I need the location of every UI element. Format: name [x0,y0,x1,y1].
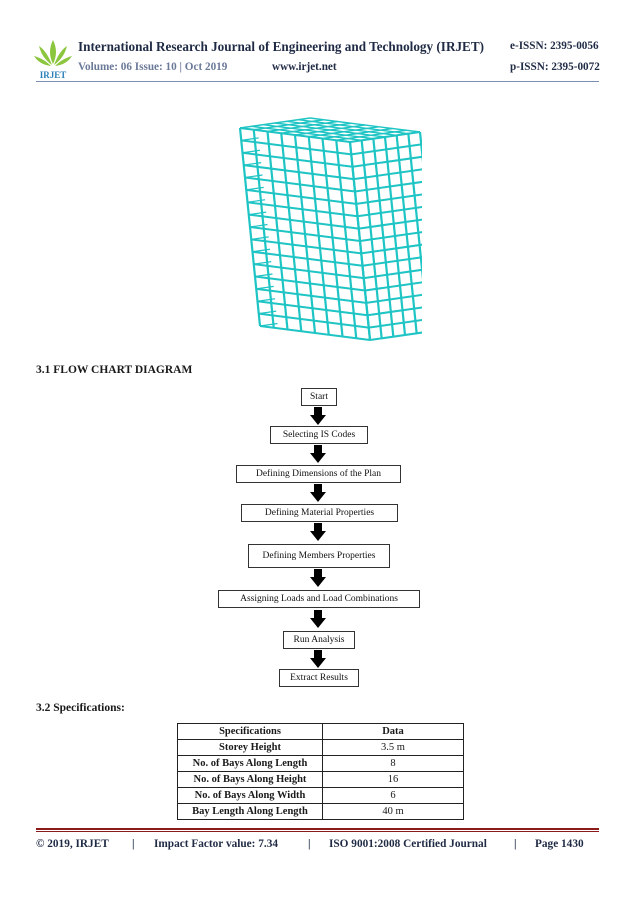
irjet-logo [33,38,73,80]
p-issn: p-ISSN: 2395-0072 [510,61,600,73]
flow-arrow [310,523,326,541]
table-cell-label: Bay Length Along Length [178,804,323,820]
flow-step-dimensions: Defining Dimensions of the Plan [236,465,401,483]
footer-iso: ISO 9001:2008 Certified Journal [329,838,487,850]
flow-step-start: Start [301,388,337,406]
table-cell-value: 8 [323,756,464,772]
table-cell-value: 16 [323,772,464,788]
frame-member [260,324,278,327]
frame-member [246,187,264,190]
frame-member [253,249,271,252]
frame-member [363,256,423,266]
frame-member [420,132,422,330]
table-row [178,740,464,756]
table-cell-value: 40 m [323,804,464,820]
frame-member [369,318,422,328]
frame-member [245,175,263,178]
table-header-cell: Specifications [178,724,323,740]
frame-member [249,212,267,215]
footer-separator: | [308,838,311,850]
flow-arrow [310,445,326,463]
flow-step-results: Extract Results [279,669,359,687]
table-row [178,756,464,772]
frame-member [365,281,422,291]
section-heading-flowchart: 3.1 FLOW CHART DIAGRAM [36,364,193,376]
flow-step-members: Defining Members Properties [248,544,390,568]
frame-member [251,237,269,240]
table-cell-value: 6 [323,788,464,804]
table-cell-label: Storey Height [178,740,323,756]
flow-step-analysis: Run Analysis [283,631,355,649]
frame-member [356,194,422,204]
flow-arrow [310,650,326,668]
frame-member [364,268,422,278]
frame-member [255,274,273,277]
frame-member [259,311,277,314]
frame-member [359,219,422,229]
specifications-table [177,723,464,820]
table-header-cell: Data [323,724,464,740]
footer-page-number: Page 1430 [535,838,584,850]
flow-arrow [310,610,326,628]
logo-text: IRJET [39,70,67,80]
header-divider [36,81,599,82]
table-cell-label: No. of Bays Along Length [178,756,323,772]
frame-member [241,138,259,141]
table-row [178,788,464,804]
frame-member [370,330,422,340]
table-row [178,772,464,788]
table-cell-value: 3.5 m [323,740,464,756]
flow-step-material: Defining Material Properties [241,504,398,522]
table-cell-label: No. of Bays Along Height [178,772,323,788]
frame-member [258,299,276,302]
frame-member [361,243,422,253]
frame-member [244,163,262,166]
footer-separator: | [514,838,517,850]
building-frame-figure [222,108,422,353]
frame-member [360,231,422,241]
table-cell-label: No. of Bays Along Width [178,788,323,804]
page-header [0,0,638,84]
frame-member [358,206,423,216]
frame-member [250,225,268,228]
e-issn: e-ISSN: 2395-0056 [510,40,599,52]
footer-impact-factor: Impact Factor value: 7.34 [154,838,279,850]
flow-arrow [310,484,326,502]
table-header-row [178,724,464,740]
volume-issue: Volume: 06 Issue: 10 | Oct 2019 [78,61,228,73]
journal-title: International Research Journal of Engineering and Technology (IRJET) [78,39,485,54]
footer-separator: | [132,838,135,850]
flow-arrow [310,569,326,587]
frame-member [248,200,266,203]
flow-arrow [310,407,326,425]
frame-member [254,262,272,265]
flowchart [0,380,638,690]
frame-member [243,150,261,153]
footer-copyright: © 2019, IRJET [36,838,109,850]
footer-divider [36,828,599,830]
section-heading-specifications: 3.2 Specifications: [36,702,125,714]
frame-member [256,286,274,289]
table-row [178,804,464,820]
footer-divider-thin [36,831,599,832]
flow-step-codes: Selecting IS Codes [270,426,368,444]
journal-website[interactable]: www.irjet.net [272,61,337,73]
flow-step-loads: Assigning Loads and Load Combinations [218,590,420,608]
